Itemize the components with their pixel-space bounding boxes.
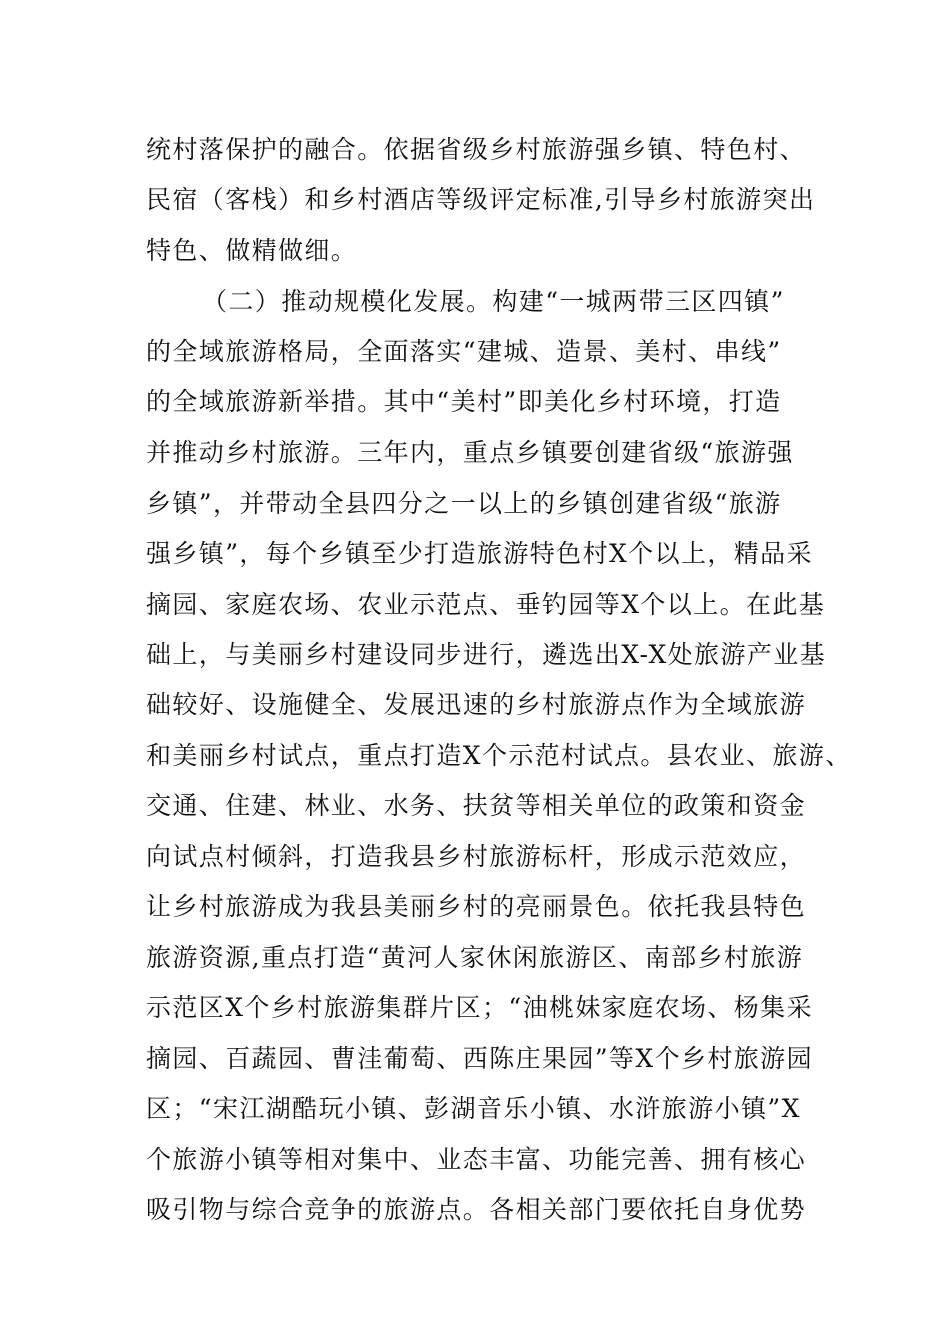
text-line-2: 民宿（客栈）和乡村酒店等级评定标准,引导乡村旅游突出 [146,185,816,214]
text-line-7: 并推动乡村旅游。三年内，重点乡镇要创建省级“旅游强 [146,438,794,467]
text-line-1: 统村落保护的融合。依据省级乡村旅游强乡镇、特色村、 [146,135,807,164]
text-line-15: 向试点村倾斜，打造我县乡村旅游标杆，形成示范效应， [146,842,807,871]
text-line-16: 让乡村旅游成为我县美丽乡村的亮丽景色。依托我县特色 [146,892,807,921]
text-line-14: 交通、住建、林业、水务、扶贫等相关单位的政策和资金 [146,791,807,820]
text-line-13: 和美丽乡村试点，重点打造X个示范村试点。县农业、旅游、 [146,741,852,770]
text-line-3: 特色、做精做细。 [146,236,358,265]
text-line-9: 强乡镇”，每个乡镇至少打造旅游特色村X个以上，精品采 [146,539,813,568]
text-line-17: 旅游资源,重点打造“黄河人家休闲旅游区、南部乡村旅游 [146,943,804,972]
text-line-21: 个旅游小镇等相对集中、业态丰富、功能完善、拥有核心 [146,1145,807,1174]
text-line-20: 区；“宋江湖酷玩小镇、彭湖音乐小镇、水浒旅游小镇”X [146,1094,801,1123]
text-line-10: 摘园、家庭农场、农业示范点、垂钓园等X个以上。在此基 [146,590,826,619]
text-line-22: 吸引物与综合竞争的旅游点。各相关部门要依托自身优势 [146,1195,807,1224]
text-line-12: 础较好、设施健全、发展迅速的乡村旅游点作为全域旅游 [146,690,807,719]
text-line-4: （二）推动规模化发展。构建“一城两带三区四镇” [202,287,785,316]
text-line-18: 示范区X个乡村旅游集群片区；“油桃妹家庭农场、杨集采 [146,993,813,1022]
text-line-19: 摘园、百蔬园、曹洼葡萄、西陈庄果园”等X个乡村旅游园 [146,1044,813,1073]
text-line-5: 的全域旅游格局，全面落实“建城、造景、美村、串线” [146,337,782,366]
text-line-11: 础上，与美丽乡村建设同步进行，遴选出X-X处旅游产业基 [146,640,827,669]
text-line-8: 乡镇”，并带动全县四分之一以上的乡镇创建省级“旅游 [146,489,782,518]
text-line-6: 的全域旅游新举措。其中“美村”即美化乡村环境，打造 [146,387,782,416]
